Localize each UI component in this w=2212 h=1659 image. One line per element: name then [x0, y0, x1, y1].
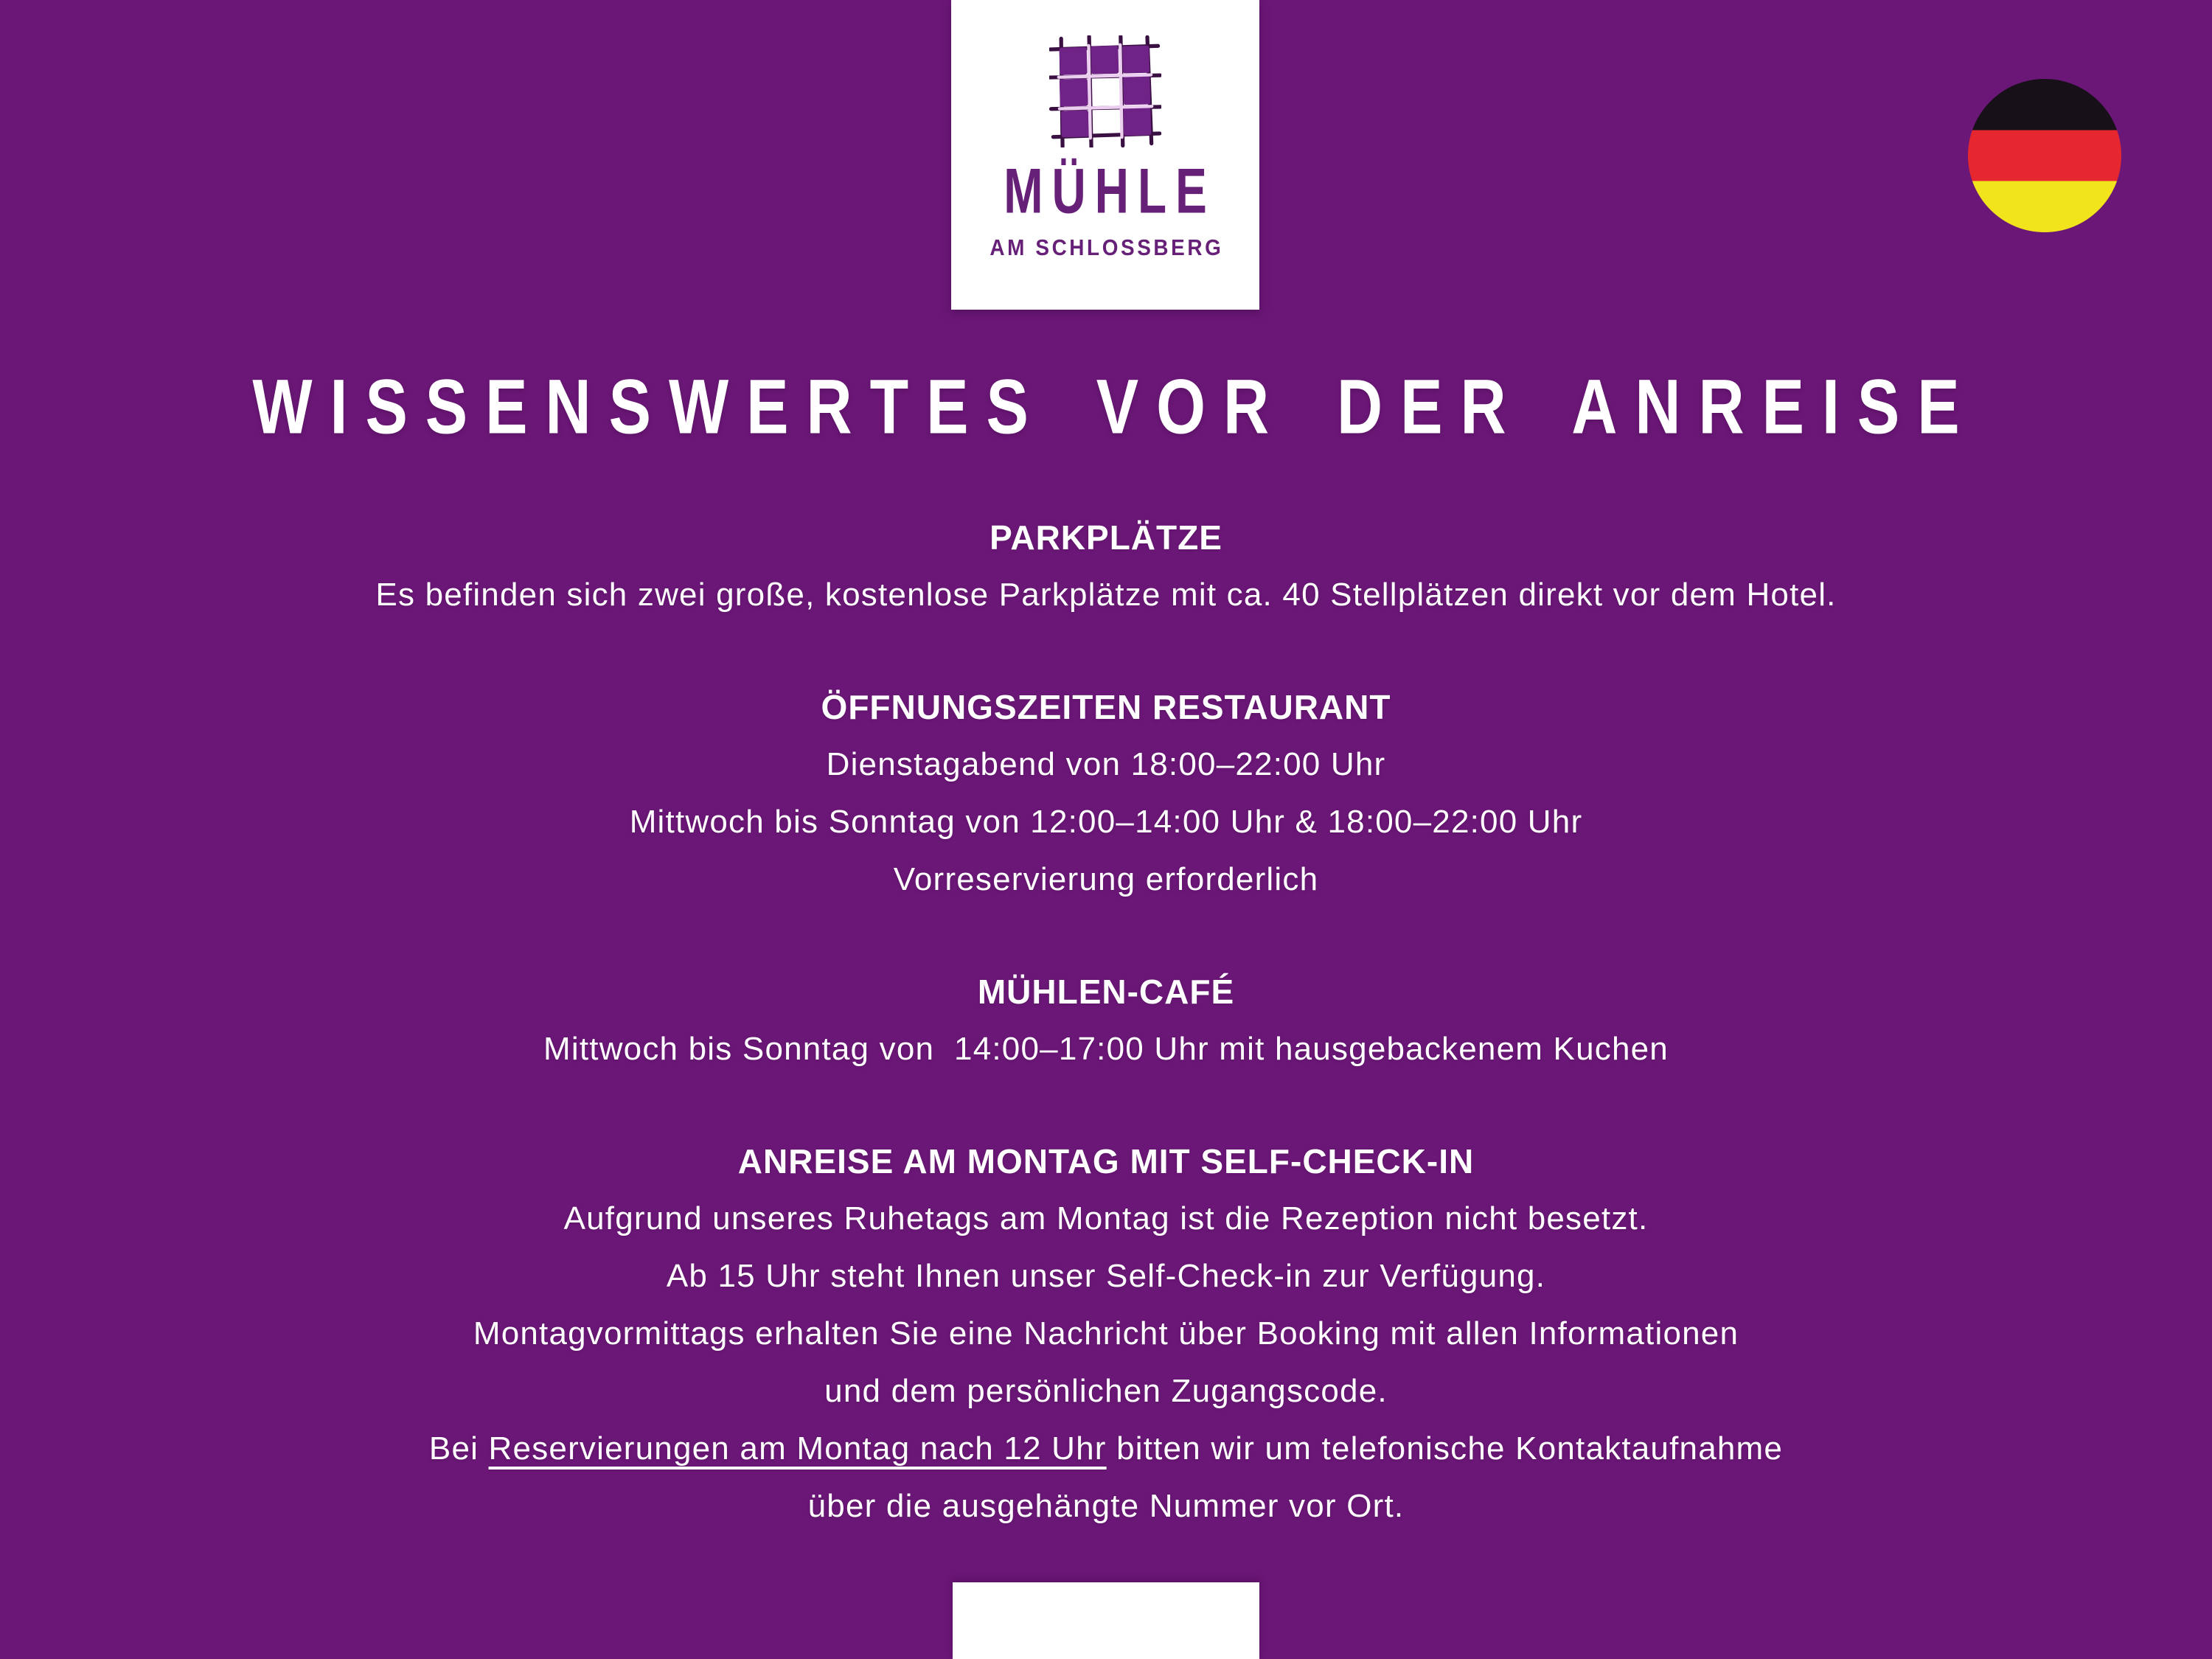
section-oeffnungszeiten-restaurant [0, 678, 2212, 908]
page-title: WISSENSWERTES VOR DER ANREISE [252, 364, 1978, 451]
body-text: bitten wir um telefonische Kontaktaufnahme [1106, 1430, 1784, 1467]
logo-box [951, 0, 1259, 310]
body-line: Es befinden sich zwei große, kostenlose Parkplätze mit ca. 40 Stellplätzen direkt vor dem Hotel. [375, 577, 1837, 613]
section-heading: PARKPLÄTZE [990, 518, 1222, 557]
body-line: Vorreservierung erforderlich [893, 861, 1319, 897]
mill-grid-logo-icon [1049, 35, 1161, 147]
section-heading: ANREISE AM MONTAG MIT SELF-CHECK-IN [737, 1142, 1475, 1180]
body-line: und dem persönlichen Zugangscode. [824, 1373, 1388, 1409]
body-line-with-underline [0, 1420, 2212, 1478]
hotel-logo-subtitle: AM SCHLOSSBERG [990, 234, 1224, 260]
body-line: Mittwoch bis Sonntag von 14:00–17:00 Uhr mit hausgebackenem Kuchen [543, 1031, 1669, 1067]
bottom-logo-box [953, 1582, 1259, 1659]
hotel-logo-name: MÜHLE [1004, 154, 1216, 227]
info-content [0, 509, 2212, 1590]
section-anreise-montag [0, 1133, 2212, 1535]
section-heading: ÖFFNUNGSZEITEN RESTAURANT [821, 688, 1391, 726]
body-line: über die ausgehängte Nummer vor Ort. [807, 1488, 1405, 1524]
section-parkplaetze [0, 509, 2212, 624]
body-line: Dienstagabend von 18:00–22:00 Uhr [826, 746, 1386, 782]
body-text: Bei [428, 1430, 489, 1467]
underlined-phrase: Reservierungen am Montag nach 12 Uhr [488, 1430, 1107, 1467]
body-line: Aufgrund unseres Ruhetags am Montag ist die Rezeption nicht besetzt. [563, 1200, 1649, 1237]
body-line: Montagvormittags erhalten Sie eine Nachricht über Booking mit allen Informationen [473, 1315, 1739, 1352]
section-heading: MÜHLEN-CAFÉ [977, 973, 1235, 1011]
section-muehlen-cafe [0, 963, 2212, 1078]
body-line: Ab 15 Uhr steht Ihnen unser Self-Check-in zur Verfügung. [666, 1258, 1546, 1294]
body-line: Mittwoch bis Sonntag von 12:00–14:00 Uhr & 18:00–22:00 Uhr [629, 804, 1583, 840]
german-flag-icon[interactable] [1968, 79, 2121, 232]
